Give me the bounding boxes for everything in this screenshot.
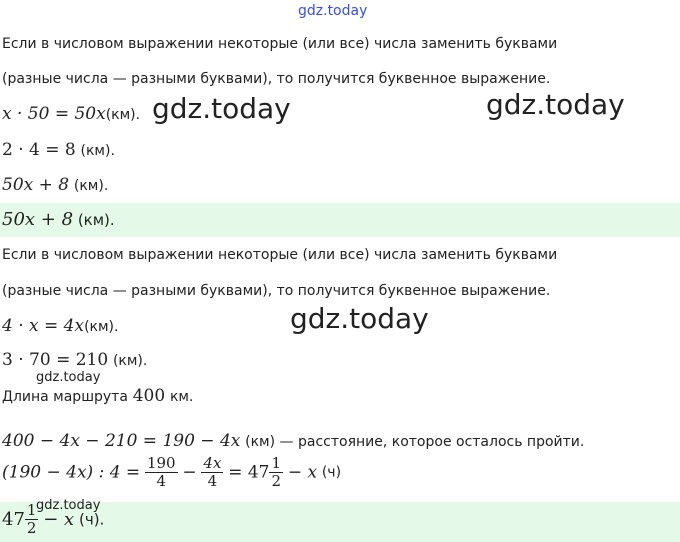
watermark-line3a: gdz.today — [152, 92, 291, 125]
expression-1-unit: (км). — [105, 107, 141, 123]
remaining-distance-math: 400 − 4x − 210 = 190 − 4x — [2, 431, 241, 451]
expression-4-math: 4 · x = 4x — [2, 316, 85, 336]
expression-3-math: 50x + 8 — [2, 175, 70, 195]
time-fraction-1-numerator: 190 — [146, 454, 176, 472]
answer-2-whole: 47 — [2, 509, 25, 530]
expression-2 — [2, 140, 115, 160]
time-minus: − — [182, 462, 197, 483]
time-fraction-1 — [145, 455, 178, 490]
remaining-distance — [2, 431, 584, 451]
answer-2-unit: (ч). — [78, 510, 105, 529]
time-tail: − x — [287, 462, 318, 483]
expression-3-unit: (км). — [73, 178, 109, 194]
rule-text-2-line-1: Если в числовом выражении некоторые (или все) числа заменить буквами — [2, 247, 558, 263]
watermark-top: gdz.today — [298, 3, 368, 19]
answer-2-tail: − x — [43, 509, 75, 530]
route-length-text: Длина маршрута — [2, 389, 128, 405]
answer-1-math: 50x + 8 — [2, 209, 74, 230]
expression-5-unit: (км). — [112, 353, 148, 369]
expression-5 — [2, 350, 147, 370]
expression-4 — [2, 316, 118, 336]
expression-1-math: x · 50 = 50x — [2, 104, 106, 124]
time-mixed-denominator: 2 — [271, 472, 282, 490]
expression-4-unit: (км). — [84, 319, 119, 335]
answer-1-unit: (км). — [77, 211, 115, 229]
answer-2-numerator: 1 — [26, 501, 37, 519]
time-equals: = 47 — [228, 462, 270, 483]
watermark-line3b: gdz.today — [486, 88, 625, 121]
expression-5-math: 3 · 70 = 210 — [2, 350, 109, 370]
expression-2-math: 2 · 4 = 8 — [2, 140, 76, 160]
time-equation — [2, 455, 341, 490]
watermark-small-2: gdz.today — [36, 498, 101, 513]
expression-3 — [2, 175, 108, 195]
expression-2-unit: (км). — [80, 143, 115, 159]
answer-1 — [2, 209, 115, 230]
watermark-mid: gdz.today — [290, 302, 429, 335]
time-fraction-2 — [201, 455, 223, 490]
remaining-distance-text: (км) — расстояние, которое осталось пройти. — [245, 434, 585, 450]
watermark-small-1: gdz.today — [36, 370, 101, 385]
answer-2-denominator: 2 — [26, 519, 37, 537]
time-unit: (ч) — [321, 464, 342, 481]
time-fraction-2-denominator: 4 — [207, 472, 218, 490]
time-fraction-2-numerator: 4x — [203, 454, 222, 472]
time-mixed-fraction — [269, 455, 283, 490]
route-length — [2, 386, 193, 406]
route-length-value: 400 — [132, 386, 166, 406]
time-fraction-1-denominator: 4 — [156, 472, 167, 490]
time-mixed-numerator: 1 — [271, 454, 282, 472]
route-length-unit: км. — [169, 389, 194, 405]
expression-1 — [2, 104, 140, 124]
rule-text-line-2: (разные числа — разными буквами), то получится буквенное выражение. — [2, 71, 551, 87]
time-lhs: (190 − 4x) : 4 = — [2, 462, 141, 483]
rule-text-line-1: Если в числовом выражении некоторые (или все) числа заменить буквами — [2, 36, 558, 52]
rule-text-2-line-2: (разные числа — разными буквами), то получится буквенное выражение. — [2, 283, 551, 299]
